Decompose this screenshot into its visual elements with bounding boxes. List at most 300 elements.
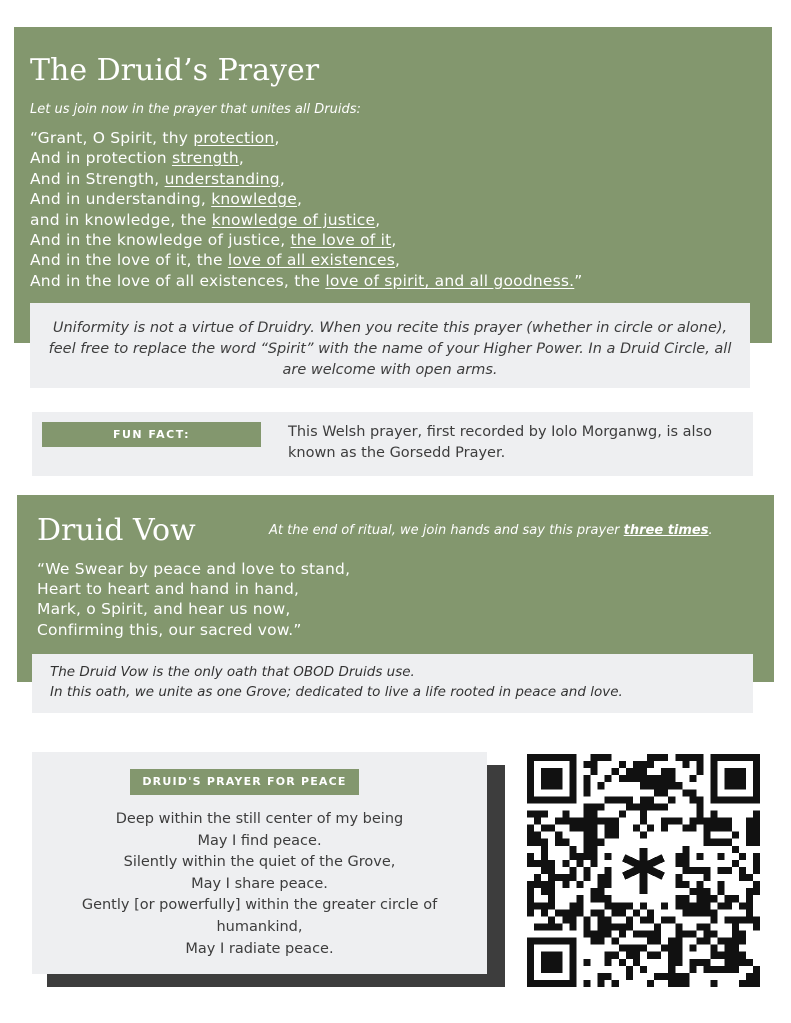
qr-module — [746, 959, 753, 966]
qr-module — [541, 860, 548, 867]
qr-module — [661, 803, 668, 810]
qr-module — [711, 952, 718, 959]
uniformity-note-box — [30, 303, 750, 388]
qr-module — [583, 867, 590, 874]
qr-module — [746, 902, 753, 909]
qr-module — [668, 945, 675, 952]
qr-module — [640, 916, 647, 923]
qr-module — [675, 980, 682, 987]
qr-module — [647, 825, 654, 832]
qr-module — [640, 796, 647, 803]
qr-module — [668, 980, 675, 987]
qr-module — [619, 902, 626, 909]
qr-module — [633, 945, 640, 952]
qr-module — [654, 775, 661, 782]
qr-module — [661, 825, 668, 832]
qr-module — [753, 973, 760, 980]
qr-module — [654, 952, 661, 959]
qr-module — [541, 909, 548, 916]
qr-module — [541, 825, 548, 832]
uniformity-note: Uniformity is not a virtue of Druidry. When you recite this prayer (whether in circle or alone), feel free to replace the word “Spirit” with the name of your Higher Power. In a Druid Circle, all are welcome with open arms. — [48, 320, 732, 378]
peace-line: Silently within the quiet of the Grove, — [123, 854, 396, 871]
qr-module — [689, 931, 696, 938]
qr-module — [548, 888, 555, 895]
qr-module — [654, 782, 661, 789]
qr-module — [732, 923, 739, 930]
qr-module — [739, 902, 746, 909]
qr-module — [746, 895, 753, 902]
qr-module — [661, 818, 668, 825]
qr-module — [527, 810, 534, 817]
qr-module — [555, 874, 562, 881]
qr-module — [626, 775, 633, 782]
fun-fact-box — [32, 412, 753, 476]
prayer-intro: Let us join now in the prayer that unites all Druids: — [30, 102, 361, 117]
qr-module — [689, 789, 696, 796]
qr-module — [541, 846, 548, 853]
qr-module — [612, 952, 619, 959]
qr-module — [534, 818, 541, 825]
qr-module — [605, 952, 612, 959]
qr-module — [583, 775, 590, 782]
qr-module — [682, 754, 689, 761]
qr-module — [753, 860, 760, 867]
qr-module — [682, 909, 689, 916]
qr-module — [675, 973, 682, 980]
qr-module — [746, 874, 753, 881]
qr-module — [718, 853, 725, 860]
qr-module — [612, 832, 619, 839]
qr-module — [647, 952, 654, 959]
qr-module — [647, 931, 654, 938]
qr-module — [661, 775, 668, 782]
qr-module — [725, 902, 732, 909]
qr-module — [569, 902, 576, 909]
qr-module — [626, 945, 633, 952]
qr-module — [562, 909, 569, 916]
qr-module — [668, 959, 675, 966]
qr-module — [583, 980, 590, 987]
qr-module — [548, 874, 555, 881]
qr-module — [591, 909, 598, 916]
qr-module — [576, 909, 583, 916]
prayer-line: And in understanding, knowledge, — [30, 190, 303, 209]
qr-module — [576, 881, 583, 888]
qr-module — [668, 796, 675, 803]
qr-module — [732, 832, 739, 839]
qr-module — [689, 959, 696, 966]
qr-module — [562, 810, 569, 817]
qr-module — [619, 945, 626, 952]
qr-module — [591, 803, 598, 810]
qr-module — [633, 775, 640, 782]
qr-module — [640, 945, 647, 952]
qr-module — [633, 768, 640, 775]
qr-module — [555, 909, 562, 916]
qr-module — [696, 902, 703, 909]
qr-module — [619, 959, 626, 966]
peace-prayer-label: DRUID'S PRAYER FOR PEACE — [130, 769, 359, 795]
qr-module — [527, 888, 534, 895]
qr-module — [583, 761, 590, 768]
qr-module — [704, 867, 711, 874]
qr-module — [689, 754, 696, 761]
qr-module — [591, 888, 598, 895]
qr-module — [534, 832, 541, 839]
qr-module — [753, 980, 760, 987]
qr-module — [711, 895, 718, 902]
qr-module — [746, 825, 753, 832]
qr-module — [555, 818, 562, 825]
qr-module — [598, 881, 605, 888]
qr-module — [612, 818, 619, 825]
qr-module — [591, 810, 598, 817]
prayer-line: And in the knowledge of justice, the love of it, — [30, 231, 397, 250]
qr-module — [640, 931, 647, 938]
qr-module — [696, 923, 703, 930]
qr-module — [732, 895, 739, 902]
qr-module — [718, 825, 725, 832]
qr-module — [591, 832, 598, 839]
qr-module — [591, 839, 598, 846]
qr-module — [732, 966, 739, 973]
qr-module — [605, 874, 612, 881]
qr-module — [668, 952, 675, 959]
three-times-emphasis: three times — [623, 523, 709, 538]
qr-module — [732, 952, 739, 959]
qr-module — [661, 973, 668, 980]
qr-module — [541, 888, 548, 895]
qr-module — [725, 966, 732, 973]
qr-module — [555, 832, 562, 839]
qr-module — [605, 853, 612, 860]
qr-module — [696, 803, 703, 810]
qr-module — [612, 768, 619, 775]
qr-module — [746, 909, 753, 916]
qr-module — [527, 825, 534, 832]
peace-line: Deep within the still center of my being — [115, 811, 404, 827]
qr-module — [583, 810, 590, 817]
qr-module — [605, 902, 612, 909]
qr-module — [704, 902, 711, 909]
qr-module — [753, 853, 760, 860]
vow-line: “We Swear by peace and love to stand, — [37, 560, 351, 578]
qr-module — [711, 810, 718, 817]
qr-module — [711, 980, 718, 987]
qr-module — [583, 782, 590, 789]
qr-module — [753, 810, 760, 817]
prayer-line: “Grant, O Spirit, thy protection, — [30, 129, 280, 147]
qr-module — [675, 945, 682, 952]
qr-module — [689, 775, 696, 782]
qr-module — [555, 839, 562, 846]
qr-module — [527, 881, 534, 888]
qr-module — [675, 902, 682, 909]
qr-module — [633, 952, 640, 959]
qr-module — [583, 853, 590, 860]
qr-module — [725, 867, 732, 874]
qr-module — [753, 839, 760, 846]
qr-module — [739, 938, 746, 945]
qr-module — [732, 846, 739, 853]
qr-module — [619, 796, 626, 803]
qr-module — [682, 825, 689, 832]
qr-module — [605, 754, 612, 761]
qr-module — [527, 839, 534, 846]
qr-module — [711, 825, 718, 832]
qr-module — [725, 959, 732, 966]
qr-module — [541, 923, 548, 930]
qr-module — [591, 853, 598, 860]
qr-module — [704, 909, 711, 916]
qr-module — [668, 916, 675, 923]
vow-line: Confirming this, our sacred vow.” — [37, 620, 302, 639]
qr-module — [576, 860, 583, 867]
qr-module — [598, 874, 605, 881]
qr-module — [576, 825, 583, 832]
qr-module — [718, 952, 725, 959]
qr-module — [675, 959, 682, 966]
qr-module — [555, 923, 562, 930]
qr-module — [753, 916, 760, 923]
qr-module — [696, 881, 703, 888]
qr-module — [527, 895, 534, 902]
druid-prayer-section — [14, 27, 772, 343]
qr-module — [654, 789, 661, 796]
qr-module — [598, 803, 605, 810]
qr-module — [591, 895, 598, 902]
qr-module — [583, 839, 590, 846]
qr-module — [534, 810, 541, 817]
qr-module — [668, 966, 675, 973]
qr-module — [647, 775, 654, 782]
qr-module — [668, 973, 675, 980]
qr-module — [548, 860, 555, 867]
qr-module — [598, 888, 605, 895]
qr-module — [711, 818, 718, 825]
qr-module — [704, 966, 711, 973]
qr-module — [668, 818, 675, 825]
qr-module — [605, 959, 612, 966]
qr-module — [689, 909, 696, 916]
qr-module — [654, 923, 661, 930]
qr-module — [746, 980, 753, 987]
qr-module — [591, 931, 598, 938]
qr-module — [548, 923, 555, 930]
qr-module — [675, 938, 682, 945]
prayer-lines — [30, 128, 583, 291]
qr-module — [647, 916, 654, 923]
qr-module — [612, 796, 619, 803]
qr-module — [696, 810, 703, 817]
qr-module — [746, 916, 753, 923]
vow-note-line: The Druid Vow is the only oath that OBOD Druids use. — [50, 664, 415, 680]
qr-module — [704, 888, 711, 895]
qr-module — [605, 931, 612, 938]
qr-module — [682, 881, 689, 888]
qr-module — [633, 825, 640, 832]
qr-module — [753, 881, 760, 888]
qr-module — [675, 895, 682, 902]
qr-module — [576, 853, 583, 860]
qr-module — [704, 839, 711, 846]
qr-module — [569, 853, 576, 860]
qr-module — [534, 874, 541, 881]
qr-module — [612, 923, 619, 930]
qr-module — [682, 789, 689, 796]
qr-module — [711, 909, 718, 916]
qr-module — [732, 959, 739, 966]
qr-module — [753, 867, 760, 874]
qr-module — [583, 818, 590, 825]
qr-module — [583, 931, 590, 938]
qr-module — [640, 818, 647, 825]
qr-module — [605, 796, 612, 803]
qr-module — [569, 874, 576, 881]
qr-module — [647, 909, 654, 916]
qr-module — [689, 818, 696, 825]
qr-module — [689, 825, 696, 832]
qr-module — [725, 818, 732, 825]
qr-module — [682, 980, 689, 987]
qr-module — [661, 902, 668, 909]
qr-module — [569, 818, 576, 825]
qr-module — [541, 853, 548, 860]
qr-module — [682, 867, 689, 874]
qr-module — [704, 959, 711, 966]
qr-module — [583, 959, 590, 966]
qr-module — [739, 959, 746, 966]
qr-module — [598, 818, 605, 825]
qr-module — [682, 902, 689, 909]
qr-module — [682, 761, 689, 768]
qr-module — [675, 853, 682, 860]
qr-module — [682, 846, 689, 853]
qr-module — [696, 853, 703, 860]
qr-module — [689, 867, 696, 874]
qr-module — [605, 881, 612, 888]
qr-module — [654, 938, 661, 945]
qr-module — [668, 775, 675, 782]
qr-module — [654, 803, 661, 810]
vow-title: Druid Vow — [37, 513, 196, 548]
qr-module — [583, 789, 590, 796]
qr-module — [598, 839, 605, 846]
qr-code[interactable] — [527, 754, 760, 987]
qr-module — [541, 810, 548, 817]
qr-module — [647, 796, 654, 803]
qr-module — [661, 789, 668, 796]
qr-module — [725, 916, 732, 923]
qr-module — [704, 895, 711, 902]
qr-module — [633, 803, 640, 810]
qr-module — [746, 818, 753, 825]
qr-module — [718, 881, 725, 888]
qr-module — [711, 839, 718, 846]
qr-module — [739, 952, 746, 959]
qr-module — [633, 959, 640, 966]
qr-module — [647, 803, 654, 810]
qr-module — [569, 825, 576, 832]
qr-module — [598, 895, 605, 902]
qr-module — [626, 796, 633, 803]
qr-module — [605, 895, 612, 902]
qr-module — [569, 909, 576, 916]
qr-module — [541, 902, 548, 909]
prayer-line: And in protection strength, — [30, 149, 244, 168]
qr-module — [647, 980, 654, 987]
qr-module — [612, 909, 619, 916]
qr-module — [739, 853, 746, 860]
qr-module — [711, 931, 718, 938]
qr-module — [640, 902, 647, 909]
qr-module — [746, 839, 753, 846]
qr-module — [725, 938, 732, 945]
peace-prayer-lines — [44, 809, 475, 960]
vow-note-box — [32, 654, 753, 713]
qr-module — [583, 832, 590, 839]
peace-prayer-box — [32, 752, 487, 974]
qr-module — [612, 825, 619, 832]
qr-module — [647, 754, 654, 761]
qr-module — [711, 966, 718, 973]
qr-module — [675, 952, 682, 959]
qr-module — [605, 867, 612, 874]
qr-module — [668, 782, 675, 789]
qr-module — [718, 867, 725, 874]
qr-module — [583, 846, 590, 853]
qr-module — [640, 810, 647, 817]
qr-module — [704, 818, 711, 825]
qr-module — [640, 966, 647, 973]
qr-module — [718, 818, 725, 825]
qr-module — [619, 810, 626, 817]
qr-module — [718, 839, 725, 846]
qr-module — [619, 775, 626, 782]
qr-module — [689, 902, 696, 909]
qr-module — [696, 959, 703, 966]
qr-module — [654, 931, 661, 938]
qr-module — [598, 973, 605, 980]
qr-module — [704, 923, 711, 930]
qr-module — [605, 916, 612, 923]
qr-module — [668, 938, 675, 945]
qr-module — [718, 902, 725, 909]
fun-fact-label: FUN FACT: — [42, 422, 261, 447]
prayer-line: And in the love of it, the love of all existences, — [30, 251, 401, 270]
qr-module — [704, 874, 711, 881]
peace-line: May I find peace. — [197, 832, 322, 849]
qr-module — [689, 945, 696, 952]
qr-module — [583, 874, 590, 881]
qr-module — [605, 818, 612, 825]
qr-module — [696, 796, 703, 803]
qr-module — [548, 881, 555, 888]
qr-module — [598, 931, 605, 938]
qr-module — [626, 916, 633, 923]
qr-module — [746, 973, 753, 980]
qr-module — [591, 938, 598, 945]
qr-module — [675, 754, 682, 761]
qr-module — [696, 754, 703, 761]
qr-module — [718, 966, 725, 973]
qr-module — [647, 782, 654, 789]
qr-module — [746, 832, 753, 839]
qr-module — [527, 909, 534, 916]
qr-module — [732, 931, 739, 938]
vow-line: Mark, o Spirit, and hear us now, — [37, 600, 291, 619]
qr-module — [696, 761, 703, 768]
